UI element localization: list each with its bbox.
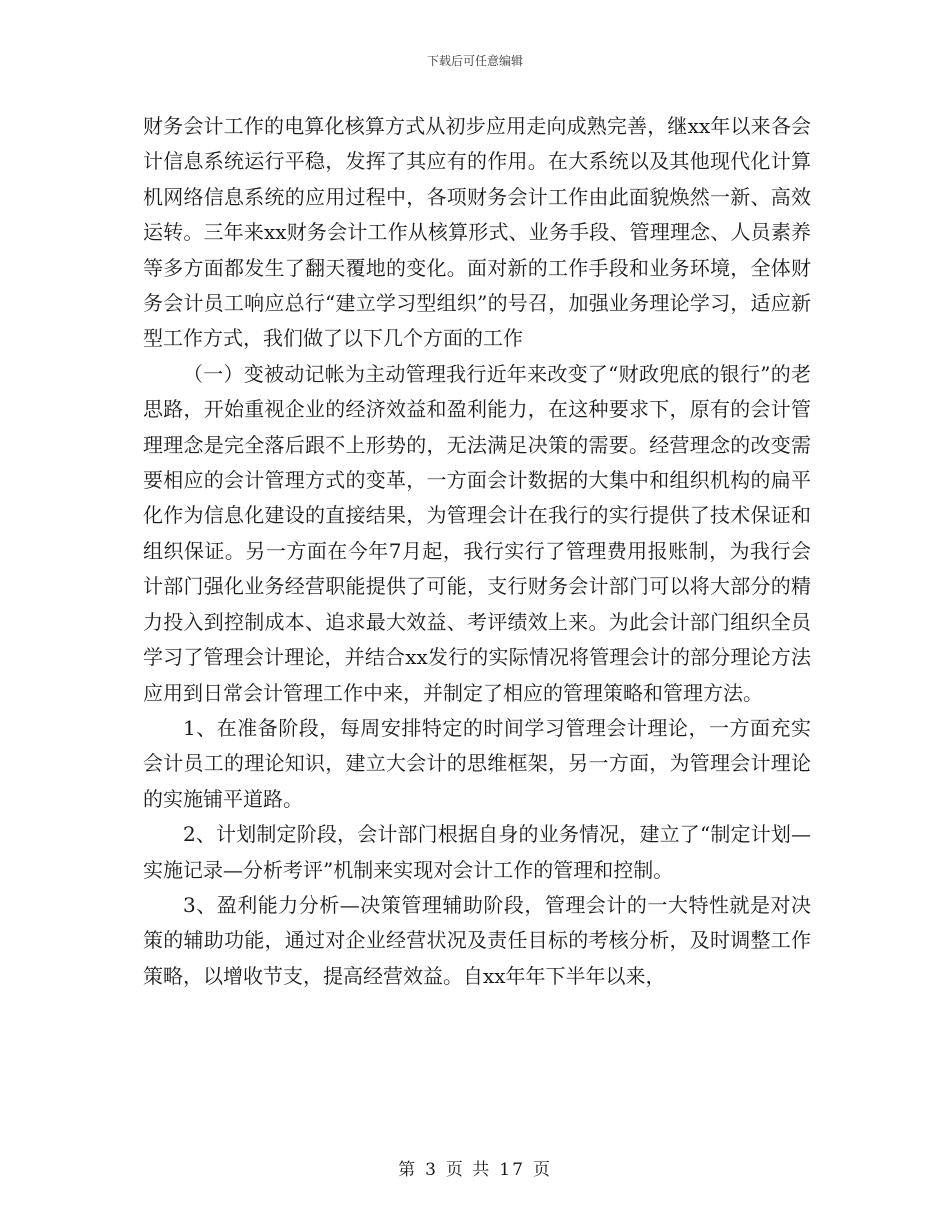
paragraph-item-3: 3、盈利能力分析—决策管理辅助阶段，管理会计的一大特性就是对决策的辅助功能，通过对企业经营状况及责任目标的考核分析，及时调整工作策略，以增收节支，提高经营效益。自xx年年下半年以来， xyxy=(143,892,811,988)
footer-total-pages: 17 xyxy=(499,1160,525,1180)
document-body xyxy=(143,109,811,994)
paragraph-item-2: 2、计划制定阶段，会计部门根据自身的业务情况，建立了“制定计划—实施记录—分析考评”机制来实现对会计工作的管理和控制。 xyxy=(143,822,811,882)
paragraph-section-one: （一）变被动记帐为主动管理我行近年来改变了“财政兜底的银行”的老思路，开始重视企业的经济效益和盈利能力，在这种要求下，原有的会计管理理念是完全落后跟不上形势的，无法满足决策的需要。经营理念的改变需要相应的会计管理方式的变革，一方面会计数据的大集中和组织机构的扁平化作为信息化建设的直接结果，为管理会计在我行的实行提供了技术保证和组织保证。另一方面在今年7月起，我行实行了管理费用报账制，为我行会计部门强化业务经营职能提供了可能，支行财务会计部门可以将大部分的精力投入到控制成本、追求最大效益、考评绩效上来。为此会计部门组织全员学习了管理会计理论，并结合xx发行的实际情况将管理会计的部分理论方法应用到日常会计管理工作中来，并制定了相应的管理策略和管理方法。 xyxy=(143,361,811,705)
footer-current-page: 3 xyxy=(425,1160,438,1180)
page-footer xyxy=(0,1155,950,1180)
footer-prefix: 第 xyxy=(398,1160,418,1180)
paragraph-intro: 财务会计工作的电算化核算方式从初步应用走向成熟完善，继xx年以来各会计信息系统运行平稳，发挥了其应有的作用。在大系统以及其他现代化计算机网络信息系统的应用过程中，各项财务会计工作由此面貌焕然一新、高效运转。三年来xx财务会计工作从核算形式、业务手段、管理理念、人员素养等多方面都发生了翻天覆地的变化。面对新的工作手段和业务环境，全体财务会计员工响应总行“建立学习型组织”的号召，加强业务理论学习，适应新型工作方式，我们做了以下几个方面的工作 xyxy=(143,114,811,351)
footer-suffix: 页 xyxy=(532,1160,552,1180)
footer-middle: 页 共 xyxy=(445,1160,492,1180)
paragraph-item-1: 1、在准备阶段，每周安排特定的时间学习管理会计理论，一方面充实会计员工的理论知识，建立大会计的思维框架，另一方面，为管理会计理论的实施铺平道路。 xyxy=(143,715,811,811)
page-header: 下载后可任意编辑 xyxy=(426,54,523,68)
